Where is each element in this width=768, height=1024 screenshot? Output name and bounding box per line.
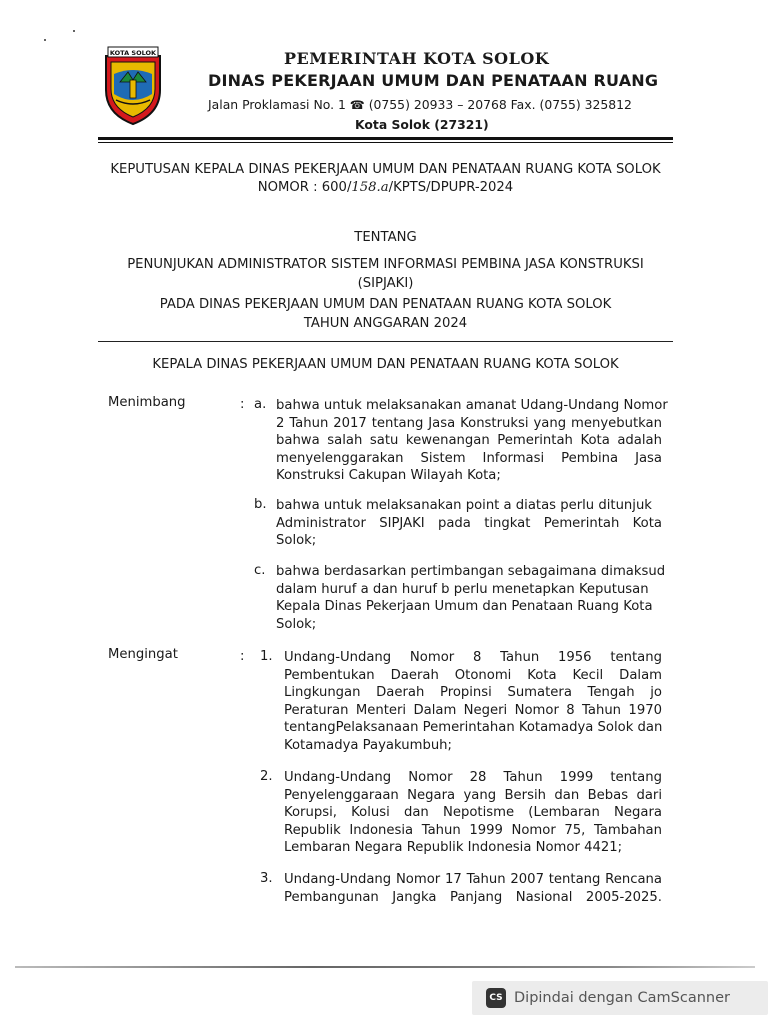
decree-title: KEPUTUSAN KEPALA DINAS PEKERJAAN UMUM DAN PENATAAN RUANG KOTA SOLOK — [110, 162, 661, 177]
decree-subject-line: PADA DINAS PEKERJAAN UMUM DAN PENATAAN RUANG KOTA SOLOK — [159, 297, 612, 312]
item-line: Undang-Undang Nomor 8 Tahun 1956 tentang — [284, 650, 662, 665]
decree-number-suffix: /KPTS/DPUPR-2024 — [388, 180, 514, 195]
item-line: Solok; — [276, 616, 317, 632]
phone-icon: ☎ — [349, 98, 365, 112]
item-line: Undang-Undang Nomor 28 Tahun 1999 tentang — [284, 770, 662, 785]
agency-address — [208, 97, 632, 112]
item-line: menyelenggarakan Sistem Informasi Pembina Jasa — [276, 450, 662, 466]
item-line: bahwa berdasarkan pertimbangan sebagaimana dimaksud — [276, 564, 666, 579]
issuing-official: KEPALA DINAS PEKERJAAN UMUM DAN PENATAAN RUANG KOTA SOLOK — [152, 357, 619, 372]
remembering-label: Mengingat — [108, 647, 178, 662]
item-line: bahwa untuk melaksanakan amanat Udang-Undang Nomor — [276, 398, 668, 413]
logo-text: KOTA SOLOK — [109, 49, 157, 57]
item-line: Kepala Dinas Pekerjaan Umum dan Penataan Ruang Kota — [276, 599, 653, 614]
address-contacts: (0755) 20933 – 20768 Fax. (0755) 325812 — [368, 97, 632, 112]
remembering-item-2 — [284, 769, 662, 857]
camscanner-text: Dipindai dengan CamScanner — [514, 990, 731, 1006]
city-crest-logo — [100, 44, 166, 126]
remembering-item-marker: 3. — [260, 871, 273, 886]
remembering-item-3 — [284, 871, 662, 906]
considering-item-a — [276, 397, 668, 485]
letterhead-rule-thin — [98, 142, 673, 143]
section-divider — [98, 341, 673, 342]
considering-item-marker: a. — [254, 397, 267, 412]
address-prefix: Jalan Proklamasi No. 1 — [208, 97, 346, 112]
item-line: Kotamadya Payakumbuh; — [284, 737, 452, 753]
item-line: Korupsi, Kolusi dan Nepotisme (Lembaran Negara — [284, 805, 662, 820]
remembering-item-1 — [284, 649, 662, 754]
item-line: Republik Indonesia Tahun 1999 Nomor 75, Tambahan — [284, 822, 662, 838]
item-line: Penyelenggaraan Negara yang Bersih dan Bebas dari — [284, 787, 662, 803]
decree-number — [98, 180, 673, 195]
remembering-item-marker: 1. — [260, 649, 273, 664]
decree-subject-line: PENUNJUKAN ADMINISTRATOR SISTEM INFORMASI PEMBINA JASA KONSTRUKSI — [127, 257, 644, 272]
scan-speck — [44, 39, 46, 41]
city-postcode: Kota Solok (27321) — [355, 117, 489, 132]
item-line: Pembangunan Jangka Panjang Nasional 2005-2025. — [284, 889, 662, 905]
considering-item-b — [276, 497, 662, 550]
item-line: Undang-Undang Nomor 17 Tahun 2007 tentang Rencana — [284, 872, 662, 887]
item-line: Solok; — [276, 533, 317, 548]
considering-colon: : — [240, 397, 245, 412]
considering-item-c — [276, 563, 666, 633]
item-line: Lingkungan Daerah Propinsi Sumatera Tengah jo — [284, 685, 662, 700]
item-line: 2 Tahun 2017 tentang Jasa Konstruksi yang menyebutkan — [276, 415, 662, 431]
item-line: bahwa salah satu kewenangan Pemerintah Kota adalah — [276, 433, 662, 448]
item-line: bahwa untuk melaksanakan point a diatas perlu ditunjuk — [276, 498, 652, 513]
camscanner-logo-icon: CS — [486, 988, 506, 1008]
decree-about-heading: TENTANG — [354, 230, 417, 245]
decree-subject-line: TAHUN ANGGARAN 2024 — [303, 316, 468, 331]
decree-subject-line: (SIPJAKI) — [357, 276, 414, 291]
item-line: Pembentukan Daerah Otonomi Kota Kecil Dalam — [284, 667, 662, 683]
scan-edge-mark — [15, 966, 755, 968]
item-line: dalam huruf a dan huruf b perlu menetapkan Keputusan — [276, 581, 649, 597]
decree-number-prefix: NOMOR : 600/ — [257, 180, 352, 195]
camscanner-watermark — [472, 981, 768, 1015]
decree-number-handwritten: 158.a — [351, 180, 389, 195]
considering-label: Menimbang — [108, 395, 186, 410]
remembering-colon: : — [240, 649, 245, 664]
letterhead-rule-thick — [98, 137, 673, 140]
item-line: Konstruksi Cakupan Wilayah Kota; — [276, 468, 501, 483]
scan-speck — [73, 30, 75, 32]
considering-item-marker: b. — [254, 497, 267, 512]
remembering-item-marker: 2. — [260, 769, 273, 784]
item-line: tentangPelaksanaan Pemerintahan Kotamadya Solok dan — [284, 720, 663, 735]
government-name: PEMERINTAH KOTA SOLOK — [284, 49, 550, 68]
agency-name: DINAS PEKERJAAN UMUM DAN PENATAAN RUANG — [208, 71, 659, 90]
item-line: Peraturan Menteri Dalam Negeri Nomor 8 Tahun 1970 — [284, 702, 662, 718]
item-line: Administrator SIPJAKI pada tingkat Pemerintah Kota — [276, 515, 662, 531]
item-line: Lembaran Negara Republik Indonesia Nomor 4421; — [284, 840, 623, 855]
considering-item-marker: c. — [254, 563, 266, 578]
